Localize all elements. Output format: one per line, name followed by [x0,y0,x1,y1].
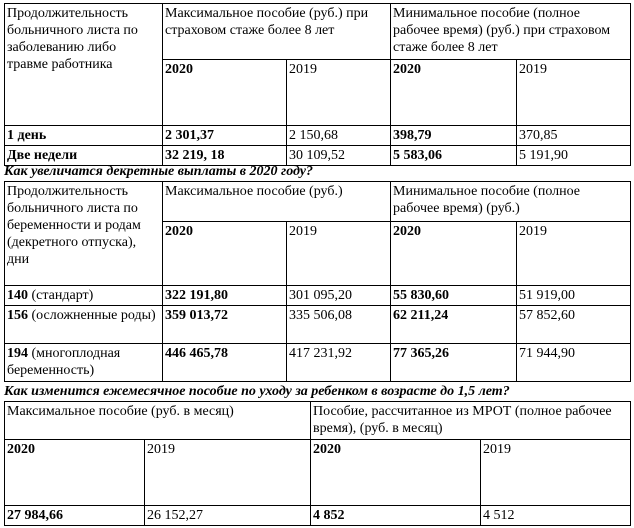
maternity-table [4,181,631,382]
min-benefit-header: Минимальное пособие (полное рабочее время) (руб.) при страховом стаже более 8 лет [391,4,631,60]
year-2020-header: 2020 [391,60,517,126]
max-2019-value: 30 109,52 [287,146,391,166]
max-2020-value: 27 984,66 [5,506,145,526]
max-2019-value: 335 506,08 [287,306,391,344]
days-value: 140 [7,288,28,303]
days-value: 194 [7,346,28,361]
table-row [5,126,631,146]
year-2019-header: 2019 [481,440,631,506]
year-2020-header: 2020 [311,440,481,506]
row-label [5,344,163,382]
max-2020-value: 322 191,80 [163,286,287,306]
max-2020-value: 446 465,78 [163,344,287,382]
max-2019-value: 301 095,20 [287,286,391,306]
year-2019-header: 2019 [287,222,391,286]
row-label [5,286,163,306]
min-2020-value: 398,79 [391,126,517,146]
min-2020-value: 77 365,26 [391,344,517,382]
min-2019-value: 5 191,90 [517,146,631,166]
table-row [5,344,631,382]
min-2020-value: 5 583,06 [391,146,517,166]
row-label [5,306,163,344]
days-value: 156 [7,308,28,323]
max-benefit-header: Максимальное пособие (руб.) при страховом стаже более 8 лет [163,4,391,60]
days-note: (многоплодная беременность) [7,346,121,378]
max-2019-value: 417 231,92 [287,344,391,382]
max-2019-value: 26 152,27 [145,506,311,526]
mrot-2020-value: 4 852 [311,506,481,526]
duration-header: Продолжительность больничного листа по заболеванию либо травме работника [5,4,163,126]
sick-leave-table [4,3,631,166]
min-2019-value: 57 852,60 [517,306,631,344]
year-2020-header: 2020 [163,222,287,286]
table-row [5,506,631,526]
mrot-2019-value: 4 512 [481,506,631,526]
row-label: Две недели [5,146,163,166]
maternity-heading: Как увеличатся декретные выплаты в 2020 году? [4,164,314,179]
min-2019-value: 71 944,90 [517,344,631,382]
max-2020-value: 2 301,37 [163,126,287,146]
year-2020-header: 2020 [391,222,517,286]
min-2019-value: 370,85 [517,126,631,146]
year-2020-header: 2020 [163,60,287,126]
row-label: 1 день [5,126,163,146]
max-2020-value: 359 013,72 [163,306,287,344]
childcare-table [4,401,631,526]
mrot-benefit-header: Пособие, рассчитанное из МРОТ (полное рабочее время), (руб. в месяц) [311,402,631,440]
min-2020-value: 55 830,60 [391,286,517,306]
year-2019-header: 2019 [287,60,391,126]
min-2020-value: 62 211,24 [391,306,517,344]
max-2020-value: 32 219, 18 [163,146,287,166]
days-note: (осложненные роды) [28,308,156,323]
min-benefit-header: Минимальное пособие (полное рабочее время) (руб.) [391,182,631,222]
year-2020-header: 2020 [5,440,145,506]
table-row [5,306,631,344]
table-row [5,286,631,306]
max-2019-value: 2 150,68 [287,126,391,146]
max-benefit-header: Максимальное пособие (руб. в месяц) [5,402,311,440]
year-2019-header: 2019 [145,440,311,506]
year-2019-header: 2019 [517,60,631,126]
year-2019-header: 2019 [517,222,631,286]
min-2019-value: 51 919,00 [517,286,631,306]
duration-header: Продолжительность больничного листа по беременности и родам (декретного отпуска), дни [5,182,163,286]
max-benefit-header: Максимальное пособие (руб.) [163,182,391,222]
childcare-heading: Как изменится ежемесячное пособие по уходу за ребенком в возрасте до 1,5 лет? [4,384,510,399]
days-note: (стандарт) [28,288,94,303]
